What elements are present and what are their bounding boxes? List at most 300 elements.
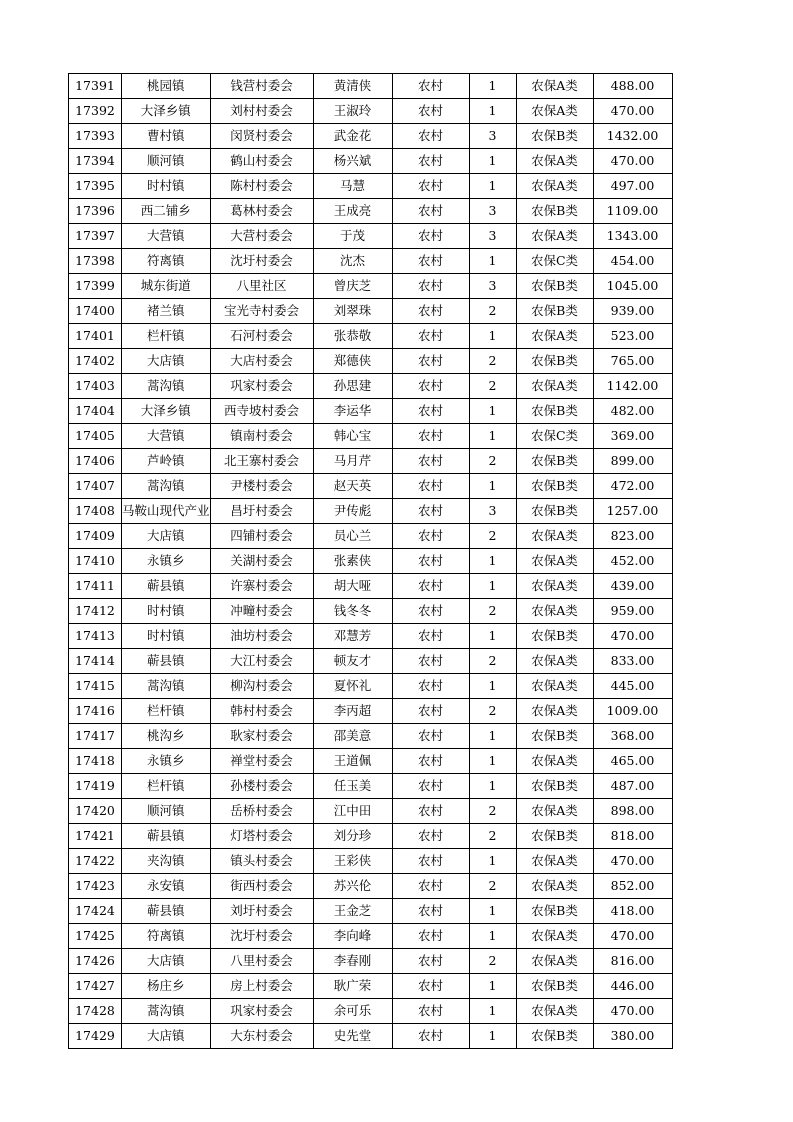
person-name-cell: 员心兰 [313, 524, 392, 549]
insurance-class-cell: 农保A类 [516, 174, 593, 199]
amount-cell: 470.00 [593, 149, 672, 174]
household-count-cell: 2 [469, 449, 516, 474]
household-count-cell: 1 [469, 674, 516, 699]
amount-cell: 939.00 [593, 299, 672, 324]
record-id-cell: 17405 [69, 424, 122, 449]
record-id-cell: 17423 [69, 874, 122, 899]
record-id-cell: 17421 [69, 824, 122, 849]
area-type-cell: 农村 [392, 674, 469, 699]
amount-cell: 470.00 [593, 999, 672, 1024]
record-id-cell: 17409 [69, 524, 122, 549]
town-cell: 大店镇 [122, 1024, 211, 1049]
town-cell: 大营镇 [122, 224, 211, 249]
table-row [69, 624, 673, 649]
insurance-class-cell: 农保B类 [516, 399, 593, 424]
record-id-cell: 17399 [69, 274, 122, 299]
insurance-class-cell: 农保A类 [516, 874, 593, 899]
record-id-cell: 17420 [69, 799, 122, 824]
area-type-cell: 农村 [392, 374, 469, 399]
town-cell: 符离镇 [122, 249, 211, 274]
insurance-class-cell: 农保B类 [516, 349, 593, 374]
amount-cell: 1432.00 [593, 124, 672, 149]
person-name-cell: 王道佩 [313, 749, 392, 774]
table-row [69, 274, 673, 299]
amount-cell: 488.00 [593, 74, 672, 99]
household-count-cell: 1 [469, 399, 516, 424]
insurance-class-cell: 农保A类 [516, 224, 593, 249]
household-count-cell: 2 [469, 374, 516, 399]
person-name-cell: 杨兴斌 [313, 149, 392, 174]
amount-cell: 368.00 [593, 724, 672, 749]
village-committee-cell: 闵贤村委会 [210, 124, 313, 149]
household-count-cell: 2 [469, 649, 516, 674]
area-type-cell: 农村 [392, 399, 469, 424]
record-id-cell: 17429 [69, 1024, 122, 1049]
area-type-cell: 农村 [392, 799, 469, 824]
table-row [69, 74, 673, 99]
table-row [69, 924, 673, 949]
village-committee-cell: 沈圩村委会 [210, 249, 313, 274]
table-row [69, 249, 673, 274]
household-count-cell: 1 [469, 549, 516, 574]
amount-cell: 818.00 [593, 824, 672, 849]
person-name-cell: 尹传彪 [313, 499, 392, 524]
town-cell: 顺河镇 [122, 799, 211, 824]
household-count-cell: 1 [469, 849, 516, 874]
table-row [69, 549, 673, 574]
household-count-cell: 3 [469, 124, 516, 149]
person-name-cell: 马慧 [313, 174, 392, 199]
town-cell: 时村镇 [122, 599, 211, 624]
record-id-cell: 17400 [69, 299, 122, 324]
record-id-cell: 17392 [69, 99, 122, 124]
insurance-class-cell: 农保B类 [516, 199, 593, 224]
village-committee-cell: 四铺村委会 [210, 524, 313, 549]
table-row [69, 424, 673, 449]
insurance-class-cell: 农保A类 [516, 799, 593, 824]
table-row [69, 699, 673, 724]
town-cell: 桃沟乡 [122, 724, 211, 749]
area-type-cell: 农村 [392, 74, 469, 99]
area-type-cell: 农村 [392, 474, 469, 499]
table-row [69, 974, 673, 999]
amount-cell: 369.00 [593, 424, 672, 449]
person-name-cell: 王彩侠 [313, 849, 392, 874]
table-row [69, 799, 673, 824]
table-row [69, 124, 673, 149]
amount-cell: 380.00 [593, 1024, 672, 1049]
village-committee-cell: 大营村委会 [210, 224, 313, 249]
area-type-cell: 农村 [392, 274, 469, 299]
insurance-class-cell: 农保C类 [516, 249, 593, 274]
table-row [69, 449, 673, 474]
table-row [69, 474, 673, 499]
insurance-class-cell: 农保A类 [516, 849, 593, 874]
town-cell: 西二铺乡 [122, 199, 211, 224]
village-committee-cell: 镇头村委会 [210, 849, 313, 874]
area-type-cell: 农村 [392, 524, 469, 549]
amount-cell: 1045.00 [593, 274, 672, 299]
insurance-class-cell: 农保B类 [516, 624, 593, 649]
amount-cell: 470.00 [593, 624, 672, 649]
table-row [69, 399, 673, 424]
household-count-cell: 1 [469, 149, 516, 174]
household-count-cell: 2 [469, 699, 516, 724]
area-type-cell: 农村 [392, 899, 469, 924]
person-name-cell: 王成亮 [313, 199, 392, 224]
amount-cell: 439.00 [593, 574, 672, 599]
town-cell: 大营镇 [122, 424, 211, 449]
record-id-cell: 17424 [69, 899, 122, 924]
town-cell: 蕲县镇 [122, 824, 211, 849]
household-count-cell: 1 [469, 1024, 516, 1049]
insurance-class-cell: 农保A类 [516, 574, 593, 599]
amount-cell: 959.00 [593, 599, 672, 624]
table-row [69, 99, 673, 124]
table-row [69, 874, 673, 899]
insurance-class-cell: 农保A类 [516, 699, 593, 724]
person-name-cell: 郑德侠 [313, 349, 392, 374]
table-row [69, 574, 673, 599]
person-name-cell: 夏怀礼 [313, 674, 392, 699]
town-cell: 蒿沟镇 [122, 999, 211, 1024]
insurance-class-cell: 农保B类 [516, 974, 593, 999]
record-id-cell: 17403 [69, 374, 122, 399]
household-count-cell: 2 [469, 874, 516, 899]
area-type-cell: 农村 [392, 924, 469, 949]
town-cell: 杨庄乡 [122, 974, 211, 999]
village-committee-cell: 沈圩村委会 [210, 924, 313, 949]
table-row [69, 849, 673, 874]
table-row [69, 774, 673, 799]
village-committee-cell: 八里村委会 [210, 949, 313, 974]
record-id-cell: 17412 [69, 599, 122, 624]
amount-cell: 465.00 [593, 749, 672, 774]
insurance-class-cell: 农保A类 [516, 649, 593, 674]
person-name-cell: 韩心宝 [313, 424, 392, 449]
area-type-cell: 农村 [392, 299, 469, 324]
record-id-cell: 17415 [69, 674, 122, 699]
village-committee-cell: 刘圩村委会 [210, 899, 313, 924]
record-id-cell: 17398 [69, 249, 122, 274]
amount-cell: 445.00 [593, 674, 672, 699]
town-cell: 城东街道 [122, 274, 211, 299]
record-id-cell: 17411 [69, 574, 122, 599]
area-type-cell: 农村 [392, 774, 469, 799]
area-type-cell: 农村 [392, 999, 469, 1024]
record-id-cell: 17416 [69, 699, 122, 724]
village-committee-cell: 禅堂村委会 [210, 749, 313, 774]
person-name-cell: 顿友才 [313, 649, 392, 674]
town-cell: 蕲县镇 [122, 649, 211, 674]
table-row [69, 349, 673, 374]
area-type-cell: 农村 [392, 349, 469, 374]
person-name-cell: 王淑玲 [313, 99, 392, 124]
village-committee-cell: 冲疃村委会 [210, 599, 313, 624]
record-id-cell: 17419 [69, 774, 122, 799]
insurance-class-cell: 农保A类 [516, 324, 593, 349]
village-committee-cell: 八里社区 [210, 274, 313, 299]
person-name-cell: 曾庆芝 [313, 274, 392, 299]
village-committee-cell: 大东村委会 [210, 1024, 313, 1049]
insurance-class-cell: 农保B类 [516, 824, 593, 849]
village-committee-cell: 许寨村委会 [210, 574, 313, 599]
person-name-cell: 李丙超 [313, 699, 392, 724]
record-id-cell: 17417 [69, 724, 122, 749]
town-cell: 褚兰镇 [122, 299, 211, 324]
record-id-cell: 17418 [69, 749, 122, 774]
household-count-cell: 1 [469, 924, 516, 949]
table-row [69, 524, 673, 549]
household-count-cell: 3 [469, 224, 516, 249]
amount-cell: 823.00 [593, 524, 672, 549]
town-cell: 桃园镇 [122, 74, 211, 99]
area-type-cell: 农村 [392, 599, 469, 624]
household-count-cell: 1 [469, 624, 516, 649]
area-type-cell: 农村 [392, 974, 469, 999]
record-id-cell: 17395 [69, 174, 122, 199]
amount-cell: 816.00 [593, 949, 672, 974]
household-count-cell: 1 [469, 999, 516, 1024]
record-id-cell: 17404 [69, 399, 122, 424]
insurance-class-cell: 农保B类 [516, 774, 593, 799]
person-name-cell: 孙思建 [313, 374, 392, 399]
area-type-cell: 农村 [392, 99, 469, 124]
insurance-class-cell: 农保B类 [516, 899, 593, 924]
village-committee-cell: 巩家村委会 [210, 999, 313, 1024]
record-id-cell: 17413 [69, 624, 122, 649]
household-count-cell: 1 [469, 324, 516, 349]
household-count-cell: 1 [469, 974, 516, 999]
insurance-class-cell: 农保A类 [516, 924, 593, 949]
records-table [68, 73, 673, 1049]
person-name-cell: 李向峰 [313, 924, 392, 949]
person-name-cell: 张素侠 [313, 549, 392, 574]
village-committee-cell: 灯塔村委会 [210, 824, 313, 849]
person-name-cell: 赵天英 [313, 474, 392, 499]
area-type-cell: 农村 [392, 624, 469, 649]
town-cell: 夹沟镇 [122, 849, 211, 874]
insurance-class-cell: 农保B类 [516, 1024, 593, 1049]
town-cell: 符离镇 [122, 924, 211, 949]
record-id-cell: 17422 [69, 849, 122, 874]
area-type-cell: 农村 [392, 224, 469, 249]
village-committee-cell: 巩家村委会 [210, 374, 313, 399]
insurance-class-cell: 农保A类 [516, 674, 593, 699]
area-type-cell: 农村 [392, 724, 469, 749]
area-type-cell: 农村 [392, 124, 469, 149]
person-name-cell: 史先堂 [313, 1024, 392, 1049]
village-committee-cell: 葛林村委会 [210, 199, 313, 224]
insurance-class-cell: 农保B类 [516, 274, 593, 299]
village-committee-cell: 西寺坡村委会 [210, 399, 313, 424]
village-committee-cell: 镇南村委会 [210, 424, 313, 449]
household-count-cell: 3 [469, 499, 516, 524]
household-count-cell: 2 [469, 524, 516, 549]
record-id-cell: 17427 [69, 974, 122, 999]
person-name-cell: 李运华 [313, 399, 392, 424]
insurance-class-cell: 农保B类 [516, 724, 593, 749]
household-count-cell: 3 [469, 274, 516, 299]
household-count-cell: 2 [469, 349, 516, 374]
area-type-cell: 农村 [392, 149, 469, 174]
village-committee-cell: 昌圩村委会 [210, 499, 313, 524]
amount-cell: 765.00 [593, 349, 672, 374]
amount-cell: 852.00 [593, 874, 672, 899]
town-cell: 大泽乡镇 [122, 99, 211, 124]
record-id-cell: 17410 [69, 549, 122, 574]
town-cell: 蒿沟镇 [122, 674, 211, 699]
amount-cell: 454.00 [593, 249, 672, 274]
town-cell: 蒿沟镇 [122, 474, 211, 499]
household-count-cell: 1 [469, 474, 516, 499]
record-id-cell: 17426 [69, 949, 122, 974]
record-id-cell: 17401 [69, 324, 122, 349]
area-type-cell: 农村 [392, 324, 469, 349]
household-count-cell: 1 [469, 724, 516, 749]
record-id-cell: 17408 [69, 499, 122, 524]
household-count-cell: 1 [469, 249, 516, 274]
town-cell: 栏杆镇 [122, 699, 211, 724]
amount-cell: 418.00 [593, 899, 672, 924]
record-id-cell: 17428 [69, 999, 122, 1024]
insurance-class-cell: 农保A类 [516, 524, 593, 549]
amount-cell: 446.00 [593, 974, 672, 999]
insurance-class-cell: 农保A类 [516, 599, 593, 624]
town-cell: 永安镇 [122, 874, 211, 899]
record-id-cell: 17414 [69, 649, 122, 674]
table-row [69, 149, 673, 174]
village-committee-cell: 尹楼村委会 [210, 474, 313, 499]
record-id-cell: 17407 [69, 474, 122, 499]
town-cell: 蕲县镇 [122, 899, 211, 924]
person-name-cell: 马月芹 [313, 449, 392, 474]
table-row [69, 749, 673, 774]
table-row [69, 824, 673, 849]
area-type-cell: 农村 [392, 574, 469, 599]
household-count-cell: 2 [469, 949, 516, 974]
village-committee-cell: 关湖村委会 [210, 549, 313, 574]
person-name-cell: 耿广荣 [313, 974, 392, 999]
household-count-cell: 1 [469, 424, 516, 449]
person-name-cell: 刘分珍 [313, 824, 392, 849]
insurance-class-cell: 农保A类 [516, 99, 593, 124]
town-cell: 永镇乡 [122, 549, 211, 574]
amount-cell: 1343.00 [593, 224, 672, 249]
area-type-cell: 农村 [392, 549, 469, 574]
table-row [69, 899, 673, 924]
town-cell: 蕲县镇 [122, 574, 211, 599]
area-type-cell: 农村 [392, 449, 469, 474]
village-committee-cell: 钱营村委会 [210, 74, 313, 99]
person-name-cell: 苏兴伦 [313, 874, 392, 899]
person-name-cell: 沈杰 [313, 249, 392, 274]
person-name-cell: 李春刚 [313, 949, 392, 974]
village-committee-cell: 北王寨村委会 [210, 449, 313, 474]
table-row [69, 174, 673, 199]
town-cell: 栏杆镇 [122, 774, 211, 799]
household-count-cell: 1 [469, 174, 516, 199]
amount-cell: 1109.00 [593, 199, 672, 224]
town-cell: 栏杆镇 [122, 324, 211, 349]
area-type-cell: 农村 [392, 949, 469, 974]
table-row [69, 374, 673, 399]
amount-cell: 470.00 [593, 924, 672, 949]
person-name-cell: 邵美意 [313, 724, 392, 749]
town-cell: 永镇乡 [122, 749, 211, 774]
amount-cell: 898.00 [593, 799, 672, 824]
insurance-class-cell: 农保B类 [516, 474, 593, 499]
table-row [69, 299, 673, 324]
amount-cell: 470.00 [593, 99, 672, 124]
person-name-cell: 武金花 [313, 124, 392, 149]
amount-cell: 833.00 [593, 649, 672, 674]
area-type-cell: 农村 [392, 1024, 469, 1049]
village-committee-cell: 耿家村委会 [210, 724, 313, 749]
amount-cell: 487.00 [593, 774, 672, 799]
household-count-cell: 1 [469, 749, 516, 774]
town-cell: 大店镇 [122, 349, 211, 374]
household-count-cell: 1 [469, 774, 516, 799]
area-type-cell: 农村 [392, 849, 469, 874]
area-type-cell: 农村 [392, 699, 469, 724]
person-name-cell: 黄清侠 [313, 74, 392, 99]
area-type-cell: 农村 [392, 824, 469, 849]
village-committee-cell: 宝光寺村委会 [210, 299, 313, 324]
record-id-cell: 17402 [69, 349, 122, 374]
household-count-cell: 3 [469, 199, 516, 224]
village-committee-cell: 大江村委会 [210, 649, 313, 674]
village-committee-cell: 柳沟村委会 [210, 674, 313, 699]
village-committee-cell: 韩村村委会 [210, 699, 313, 724]
person-name-cell: 钱冬冬 [313, 599, 392, 624]
household-count-cell: 2 [469, 824, 516, 849]
household-count-cell: 2 [469, 599, 516, 624]
amount-cell: 497.00 [593, 174, 672, 199]
amount-cell: 1257.00 [593, 499, 672, 524]
village-committee-cell: 街西村委会 [210, 874, 313, 899]
village-committee-cell: 孙楼村委会 [210, 774, 313, 799]
village-committee-cell: 油坊村委会 [210, 624, 313, 649]
area-type-cell: 农村 [392, 499, 469, 524]
area-type-cell: 农村 [392, 174, 469, 199]
town-cell: 时村镇 [122, 624, 211, 649]
insurance-class-cell: 农保A类 [516, 749, 593, 774]
area-type-cell: 农村 [392, 249, 469, 274]
village-committee-cell: 刘村村委会 [210, 99, 313, 124]
table-row [69, 499, 673, 524]
record-id-cell: 17394 [69, 149, 122, 174]
person-name-cell: 江中田 [313, 799, 392, 824]
area-type-cell: 农村 [392, 649, 469, 674]
person-name-cell: 任玉美 [313, 774, 392, 799]
area-type-cell: 农村 [392, 874, 469, 899]
household-count-cell: 1 [469, 574, 516, 599]
town-cell: 顺河镇 [122, 149, 211, 174]
table-row [69, 599, 673, 624]
insurance-class-cell: 农保B类 [516, 299, 593, 324]
amount-cell: 482.00 [593, 399, 672, 424]
person-name-cell: 刘翠珠 [313, 299, 392, 324]
village-committee-cell: 陈村村委会 [210, 174, 313, 199]
table-row [69, 324, 673, 349]
table-row [69, 1024, 673, 1049]
person-name-cell: 余可乐 [313, 999, 392, 1024]
area-type-cell: 农村 [392, 749, 469, 774]
person-name-cell: 邓慧芳 [313, 624, 392, 649]
town-cell: 芦岭镇 [122, 449, 211, 474]
town-cell: 时村镇 [122, 174, 211, 199]
